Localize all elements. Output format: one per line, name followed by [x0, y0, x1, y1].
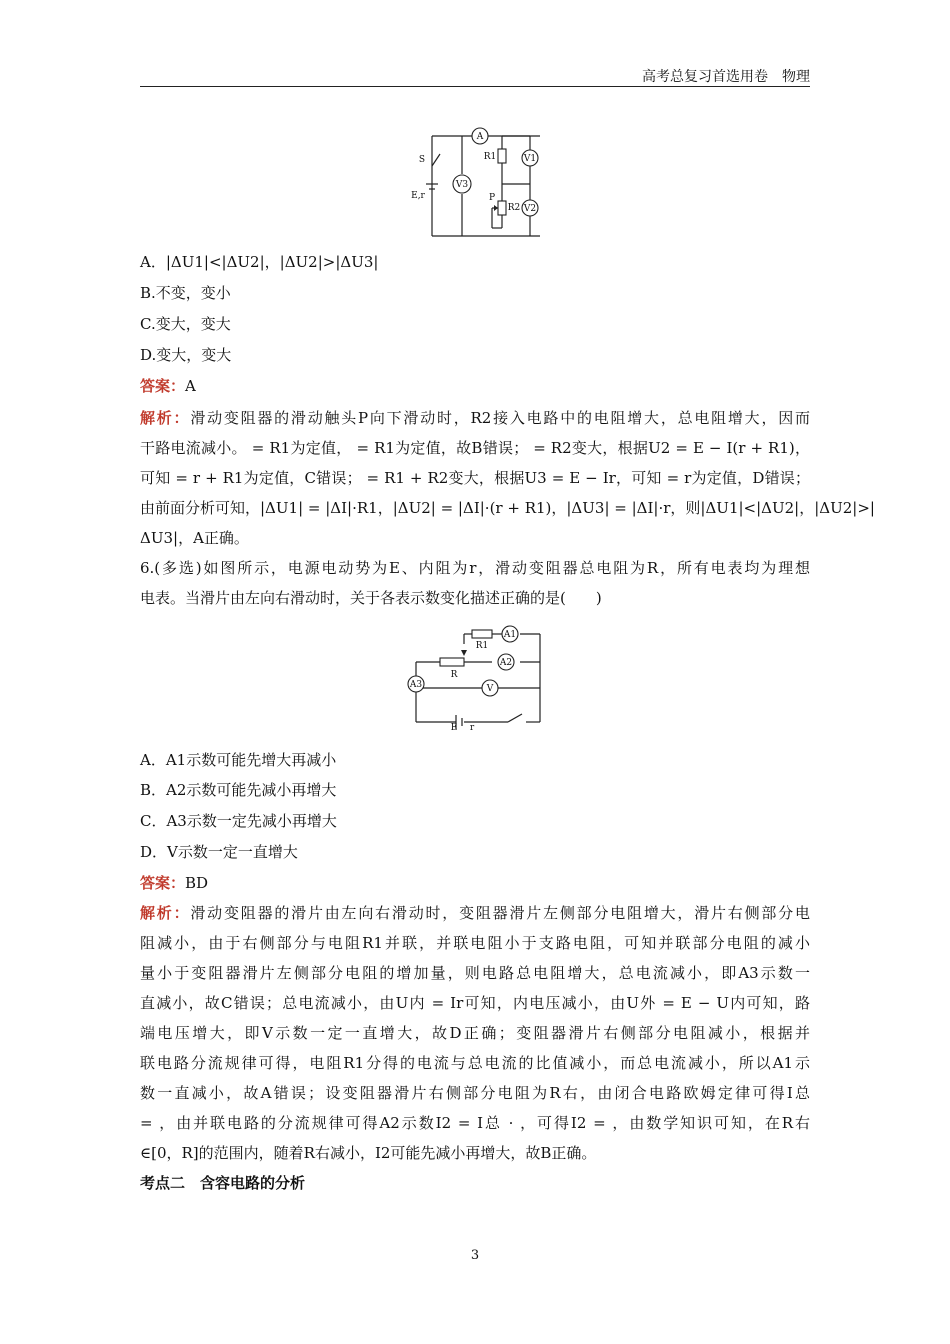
q6-analysis-line [140, 902, 810, 924]
q6-analysis-line: 数一直减小，故A错误；设变阻器滑片右侧部分电阻为R右，由闭合电路欧姆定律可得I总 [140, 1084, 810, 1102]
q6-analysis-line: 端电压增大，即V示数一定一直增大，故D正确；变阻器滑片右侧部分电阻减小，根据并 [140, 1024, 810, 1042]
label-v: V [486, 684, 494, 694]
q6-analysis-line: 直减小，故C错误；总电流减小，由U内 = Ir可知，内电压减小，由U外 = E − U内可知，路 [140, 994, 810, 1012]
label-a3: A3 [409, 680, 423, 690]
answer-label: 答案： [140, 874, 186, 892]
label-slider-p: P [488, 193, 496, 203]
q6-analysis-line: ∈[0，R]的范围内，随着R右减小，I2可能先减小再增大，故B正确。 [140, 1144, 597, 1162]
q6-answer [140, 872, 208, 894]
analysis-label: 解析： [140, 904, 191, 922]
q5-answer [140, 375, 196, 397]
answer-value: BD [185, 874, 209, 892]
q5-option-a: A．|ΔU1|<|ΔU2|，|ΔU2|>|ΔU3| [140, 253, 379, 271]
q6-option-b: B．A2示数可能先减小再增大 [140, 781, 337, 799]
q6-option-a: A．A1示数可能先增大再减小 [140, 751, 337, 769]
answer-value: A [185, 377, 196, 395]
q6-option-d: D．V示数一定一直增大 [140, 843, 298, 861]
q6-analysis-line: 联电路分流规律可得，电阻R1分得的电流与总电流的比值减小，而总电流减小，所以A1示 [140, 1054, 810, 1072]
q5-analysis-line: 干路电流减小。 = R1为定值， = R1为定值，故B错误； = R2变大，根据U2 = E − I(r + R1)， [140, 439, 810, 457]
q6-analysis-line: 量小于变阻器滑片左侧部分电阻的增加量，则电路总电阻增大，总电流减小，即A3示数一 [140, 964, 810, 982]
analysis-text: 滑动变阻器的滑动触头P向下滑动时，R2接入电路中的电阻增大，总电阻增大，因而 [190, 409, 810, 427]
label-r1: R1 [483, 152, 497, 162]
analysis-text: 滑动变阻器的滑片由左向右滑动时，变阻器滑片左侧部分电阻增大，滑片右侧部分电 [190, 904, 810, 922]
circuit-diagram-q6 [400, 624, 550, 732]
label-r1: R1 [475, 641, 489, 651]
analysis-label: 解析： [140, 409, 191, 427]
q5-analysis-line: 可知 = r + R1为定值，C错误； = R1 + R2变大，根据U3 = E − Ir，可知 = r为定值，D错误； [140, 469, 810, 487]
header-title: 高考总复习首选用卷 物理 [642, 69, 810, 85]
label-switch-s: S [418, 155, 426, 165]
q6-analysis-line: 阻减小，由于右侧部分与电阻R1并联，并联电阻小于支路电阻，可知并联部分电阻的减小 [140, 934, 810, 952]
q6-analysis-line: = ，由并联电路的分流规律可得A2示数I2 = I总 · ，可得I2 = ，由数学知识可知，在R右 [140, 1114, 810, 1132]
label-a1: A1 [503, 630, 517, 640]
q5-analysis-line: 由前面分析可知，|ΔU1| = |ΔI|·R1，|ΔU2| = |ΔI|·(r + R1)，|ΔU3| = |ΔI|·r，则|ΔU1|<|ΔU2|，|ΔU2|>| [140, 499, 875, 517]
label-v1: V1 [523, 154, 537, 164]
label-r: R [450, 670, 458, 680]
section-title: 考点二 含容电路的分析 [140, 1174, 306, 1192]
page-header [140, 66, 810, 87]
circuit-diagram-q5 [400, 126, 550, 244]
label-ammeter-a: A [476, 132, 484, 142]
q6-option-c: C．A3示数一定先减小再增大 [140, 812, 337, 830]
q5-option-c: C.变大，变大 [140, 315, 231, 333]
label-a2: A2 [499, 658, 513, 668]
q6-stem-line: 电表。当滑片由左向右滑动时，关于各表示数变化描述正确的是( ) [140, 589, 602, 607]
q6-stem-line: 6.(多选)如图所示，电源电动势为E、内阻为r，滑动变阻器总电阻为R，所有电表均为理想 [140, 559, 810, 577]
q5-analysis-line [140, 407, 810, 429]
page-number: 3 [470, 1248, 480, 1263]
label-r-internal: r [469, 723, 475, 732]
q5-option-b: B.不变，变小 [140, 284, 231, 302]
answer-label: 答案： [140, 377, 186, 395]
label-source-er: E,r [411, 191, 425, 201]
q5-analysis-line: ΔU3|，A正确。 [140, 529, 249, 547]
label-e: E [450, 723, 458, 732]
label-v2: V2 [523, 204, 537, 214]
label-r2: R2 [507, 203, 521, 213]
q5-option-d: D.变大，变大 [140, 346, 232, 364]
label-v3: V3 [455, 180, 469, 190]
